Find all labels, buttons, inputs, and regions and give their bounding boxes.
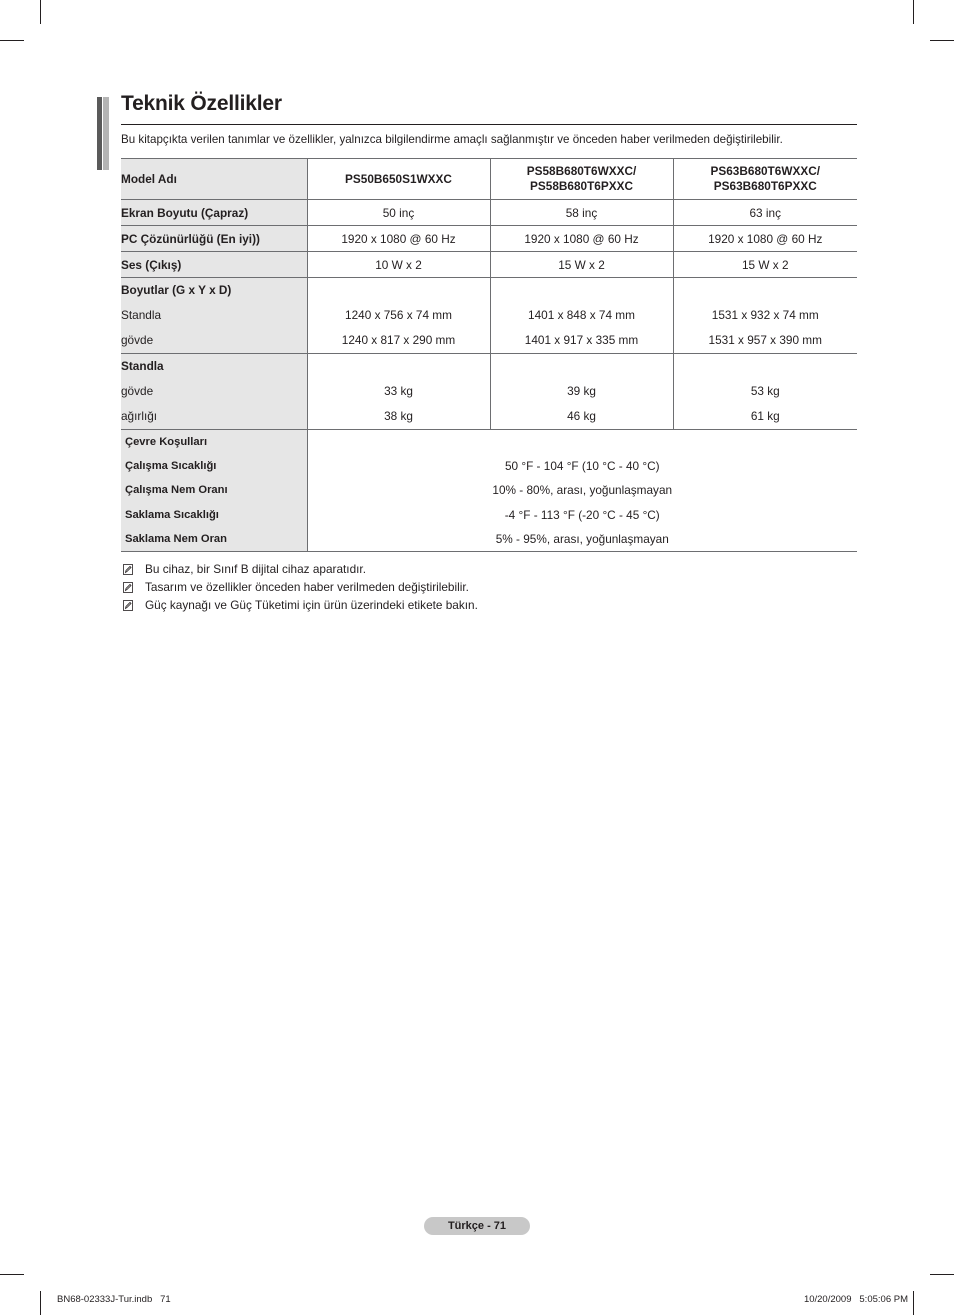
cell-value: 53 kg 61 kg (673, 354, 857, 430)
row-label: Ekran Boyutu (Çapraz) (121, 200, 307, 226)
row-label: Boyutlar (G x Y x D) Standla gövde (121, 278, 307, 354)
cell-value: 50 °F - 104 °F (10 °C - 40 °C) 10% - 80%, arası, yoğunlaşmayan -4 °F - 113 °F (-20 °C - 45 °C) 5% - 95%, arası, yoğunlaşmayan (307, 430, 857, 552)
cell-value: 15 W x 2 (673, 252, 857, 278)
table-row (121, 430, 857, 552)
note-pencil-icon (123, 564, 133, 575)
page-title: Teknik Özellikler (121, 92, 282, 115)
print-file-name: BN68-02333J-Tur.indb 71 (57, 1294, 171, 1305)
crop-mark (930, 40, 954, 41)
crop-mark (0, 40, 24, 41)
note-pencil-icon (123, 600, 133, 611)
cell-value: 1401 x 848 x 74 mm 1401 x 917 x 335 mm (490, 278, 673, 354)
header-label: Model Adı (121, 159, 307, 200)
cell-value: 1920 x 1080 @ 60 Hz (307, 226, 490, 252)
cell-value: 1240 x 756 x 74 mm 1240 x 817 x 290 mm (307, 278, 490, 354)
title-decoration-bar (97, 97, 102, 170)
note-item: Tasarım ve özellikler önceden haber verilmeden değiştirilebilir. (123, 578, 478, 596)
crop-mark (913, 1291, 914, 1315)
cell-value: 1920 x 1080 @ 60 Hz (673, 226, 857, 252)
table-header-row (121, 159, 857, 200)
crop-mark (40, 0, 41, 24)
cell-value: 33 kg 38 kg (307, 354, 490, 430)
print-timestamp: 10/20/2009 5:05:06 PM (803, 1294, 908, 1305)
model-name: PS58B680T6WXXC/ PS58B680T6PXXC (490, 159, 673, 200)
model-name: PS50B650S1WXXC (307, 159, 490, 200)
row-label: PC Çözünürlüğü (En iyi)) (121, 226, 307, 252)
title-decoration-bar (103, 97, 109, 170)
cell-value: 1920 x 1080 @ 60 Hz (490, 226, 673, 252)
model-name: PS63B680T6WXXC/ PS63B680T6PXXC (673, 159, 857, 200)
crop-mark (930, 1274, 954, 1275)
note-pencil-icon (123, 582, 133, 593)
note-item: Güç kaynağı ve Güç Tüketimi için ürün üzerindeki etikete bakın. (123, 596, 478, 614)
crop-mark (0, 1274, 24, 1275)
cell-value: 10 W x 2 (307, 252, 490, 278)
row-label: Ses (Çıkış) (121, 252, 307, 278)
crop-mark (40, 1291, 41, 1315)
intro-text: Bu kitapçıkta verilen tanımlar ve özellikler, yalnızca bilgilendirme amaçlı sağlanmıştır ve önceden haber verilmeden değiştirilebilir. (121, 133, 783, 146)
row-label: Çevre Koşulları Çalışma Sıcaklığı Çalışma Nem Oranı Saklama Sıcaklığı Saklama Nem Oran (121, 430, 307, 552)
crop-mark (913, 0, 914, 24)
note-item: Bu cihaz, bir Sınıf B dijital cihaz aparatıdır. (123, 560, 478, 578)
table-row (121, 278, 857, 354)
table-row (121, 200, 857, 226)
cell-value: 58 inç (490, 200, 673, 226)
table-row (121, 252, 857, 278)
cell-value: 1531 x 932 x 74 mm 1531 x 957 x 390 mm (673, 278, 857, 354)
table-row (121, 354, 857, 430)
table-row (121, 226, 857, 252)
row-label: Standla gövde ağırlığı (121, 354, 307, 430)
cell-value: 50 inç (307, 200, 490, 226)
page-number-badge: Türkçe - 71 (424, 1217, 530, 1235)
cell-value: 63 inç (673, 200, 857, 226)
spec-table (121, 158, 857, 552)
cell-value: 15 W x 2 (490, 252, 673, 278)
title-rule (121, 124, 857, 125)
cell-value: 39 kg 46 kg (490, 354, 673, 430)
notes-list (123, 560, 478, 614)
